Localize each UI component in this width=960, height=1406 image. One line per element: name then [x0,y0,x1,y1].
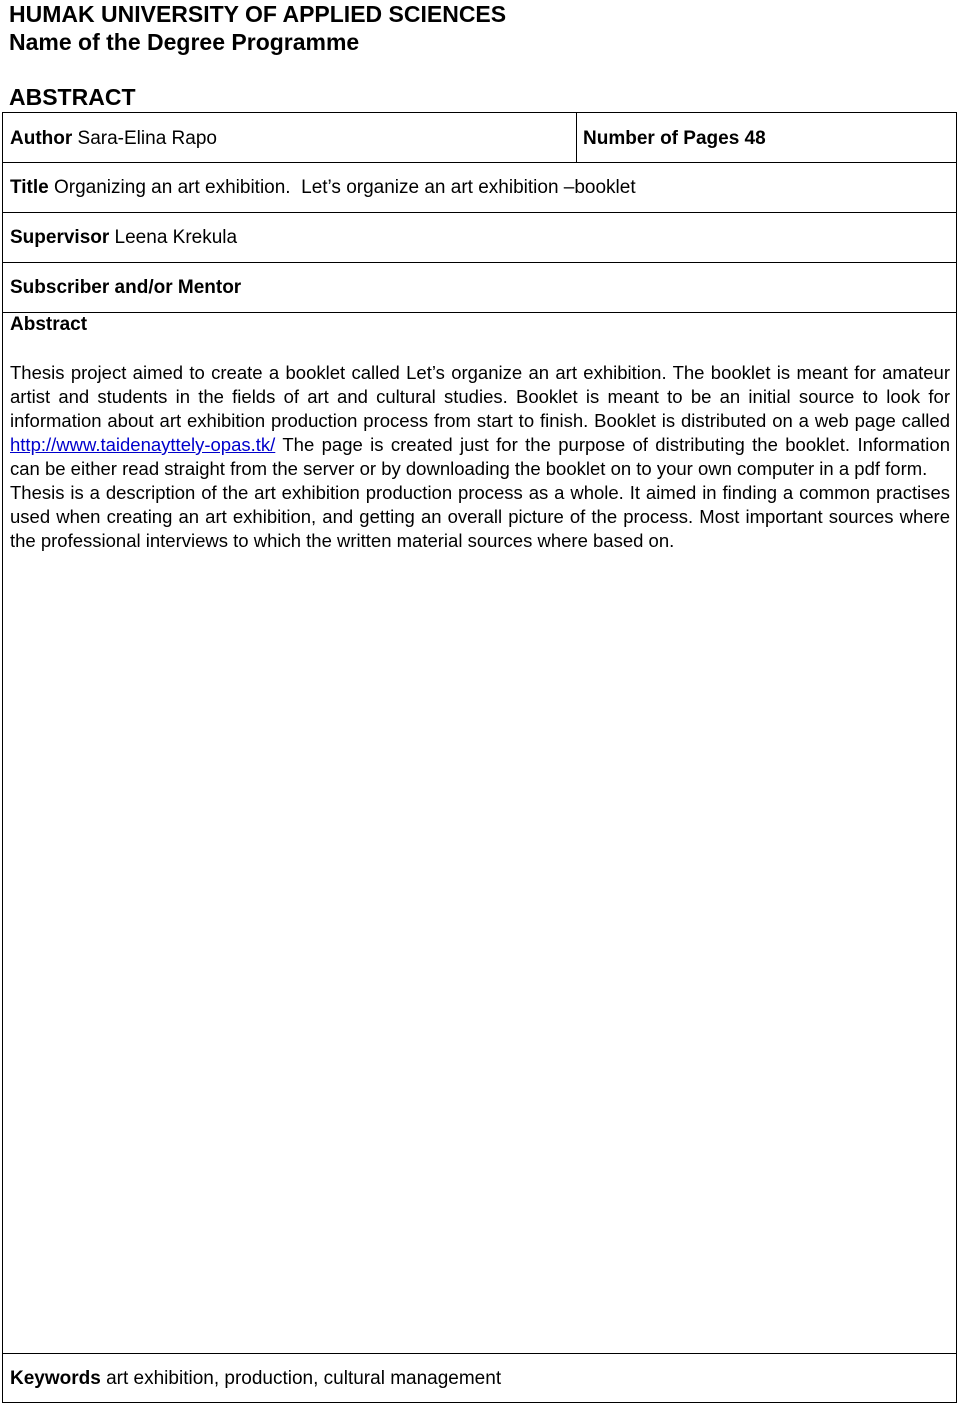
pages-label: Number of Pages [583,128,740,149]
abstract-body [10,361,950,553]
keywords-field [10,1367,501,1391]
title-field [10,176,636,200]
abstract-paragraph-2: Thesis is a description of the art exhibition production process as a whole. It aimed in finding a common practises used when creating an art exhibition, and getting an overall picture of the process. Most important sources where the professional interviews to which the written material sources where based on. [10,482,950,551]
abstract-text-before-link: Thesis project aimed to create a booklet called Let’s organize an art exhibition. The booklet is meant for amateur artist and students in the fields of art and cultural studies. Booklet is meant to be an initial source to look for information about art exhibition production process from start to finish. Booklet is distributed on a web page called [10,362,950,431]
row-divider [3,162,956,163]
supervisor-value: Leena Krekula [114,227,238,248]
row-divider [3,312,956,313]
abstract-field [10,313,87,337]
abstract-form [2,112,957,1403]
author-value: Sara-Elina Rapo [77,128,217,149]
title-label: Title [10,177,49,198]
programme-name: Name of the Degree Programme [9,29,360,55]
title-value: Organizing an art exhibition. Let’s organize an art exhibition –booklet [54,177,636,198]
author-field [10,127,217,151]
abstract-paragraph-1 [10,361,950,481]
row-divider [3,212,956,213]
author-label: Author [10,128,73,149]
abstract-text-after-link: The page is created just for the purpose of distributing the booklet. Information can be either read straight from the server or by downloading the booklet on to your own computer in a pdf form. [10,434,950,479]
pages-value: 48 [744,128,766,149]
row-divider [3,1353,956,1354]
subscriber-field [10,276,241,300]
booklet-link[interactable]: http://www.taidenayttely-opas.tk/ [10,434,276,455]
section-title: ABSTRACT [9,84,136,110]
abstract-label: Abstract [10,314,88,335]
pages-field [583,127,766,151]
keywords-value: art exhibition, production, cultural management [106,1368,502,1389]
document-header [9,0,506,56]
column-divider [576,113,577,162]
subscriber-label: Subscriber and/or Mentor [10,277,242,298]
supervisor-field [10,226,237,250]
row-divider [3,262,956,263]
supervisor-label: Supervisor [10,227,110,248]
institution-name: HUMAK UNIVERSITY OF APPLIED SCIENCES [9,1,507,27]
keywords-label: Keywords [10,1368,101,1389]
